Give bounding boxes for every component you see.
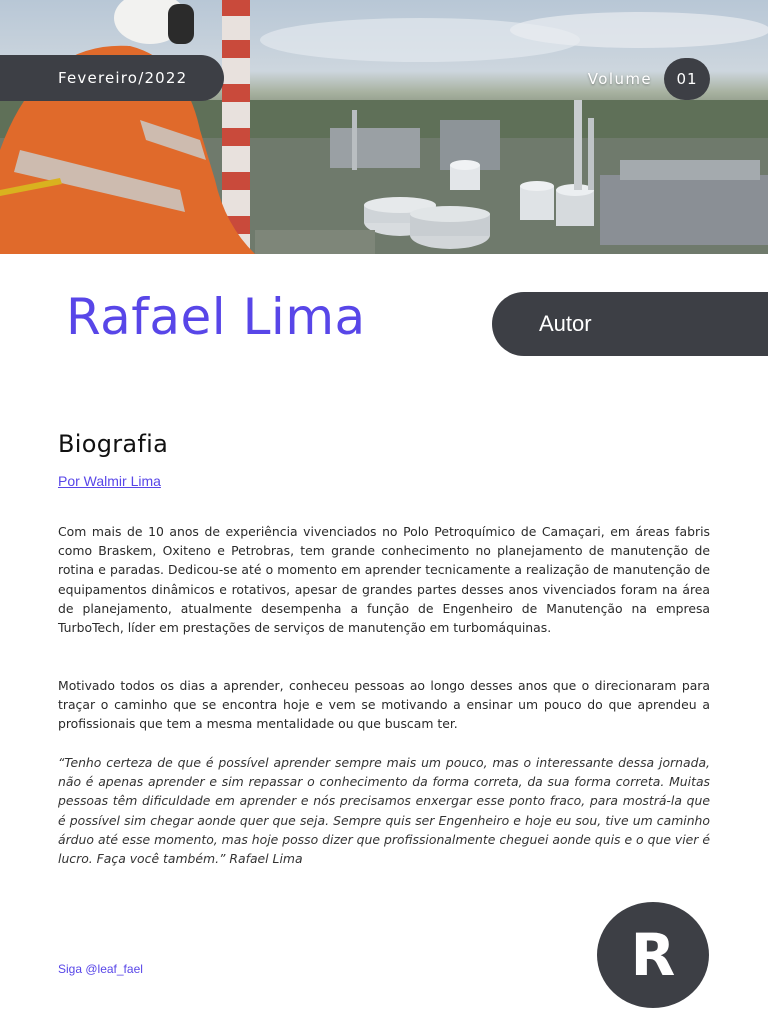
industrial-plant-illustration [0, 0, 768, 254]
hero-photo [0, 0, 768, 254]
section-heading: Biografia [58, 430, 169, 458]
bio-paragraph: Com mais de 10 anos de experiência vivenciados no Polo Petroquímico de Camaçari, em áreas fabris como Braskem, Oxiteno e Petrobras, tem grande conhecimento no planejamento de manutenção de rotina e paradas. Dedicou-se até o momento em aprender tecnicamente a realização de manutenção de equipamentos dinâmicos e rotativos, apesar de grandes partes desses anos vivenciados foram na área de planejamento, atualmente desempenha a função de Engenheiro de Manutenção na empresa TurboTech, líder em prestações de serviços de manutenção em turbomáquinas. [58, 524, 710, 636]
author-role-tag: Autor [492, 292, 768, 356]
author-quote: “Tenho certeza de que é possível aprender sempre mais um pouco, mas o interessante dessa jornada, não é apenas aprender e sim repassar o conhecimento da forma correta, da sua forma correta. Muitas pessoas têm dificuldade em aprender e nós precisamos enxergar esse ponto fraco, para mostrá-la que é possível sim chegar aonde quer que seja. Sempre quis ser Engenheiro e hoje eu sou, tive um caminho árduo até esse momento, mas hoje posso dizer que profissionalmente cheguei aonde quis e o que vier é lucro. Faça você também.” Rafael Lima [58, 755, 710, 867]
issue-date: Fevereiro/2022 [0, 55, 224, 101]
bio-paragraph: Motivado todos os dias a aprender, conheceu pessoas ao longo desses anos que o direcionaram para traçar o caminho que se encontra hoje e vem se motivando a ensinar um pouco do que aprendeu a profissionais que tem a mesma mentalidade ou que buscam ter. [58, 678, 710, 732]
r-logo-icon: R [597, 902, 709, 1008]
author-name-title: Rafael Lima [66, 288, 366, 346]
volume-indicator [588, 58, 710, 100]
byline-link[interactable]: Por Walmir Lima [58, 473, 161, 489]
social-follow-link[interactable]: Siga @leaf_fael [58, 962, 143, 976]
volume-label: Volume [587, 70, 652, 88]
volume-number-badge: 01 [664, 58, 710, 100]
